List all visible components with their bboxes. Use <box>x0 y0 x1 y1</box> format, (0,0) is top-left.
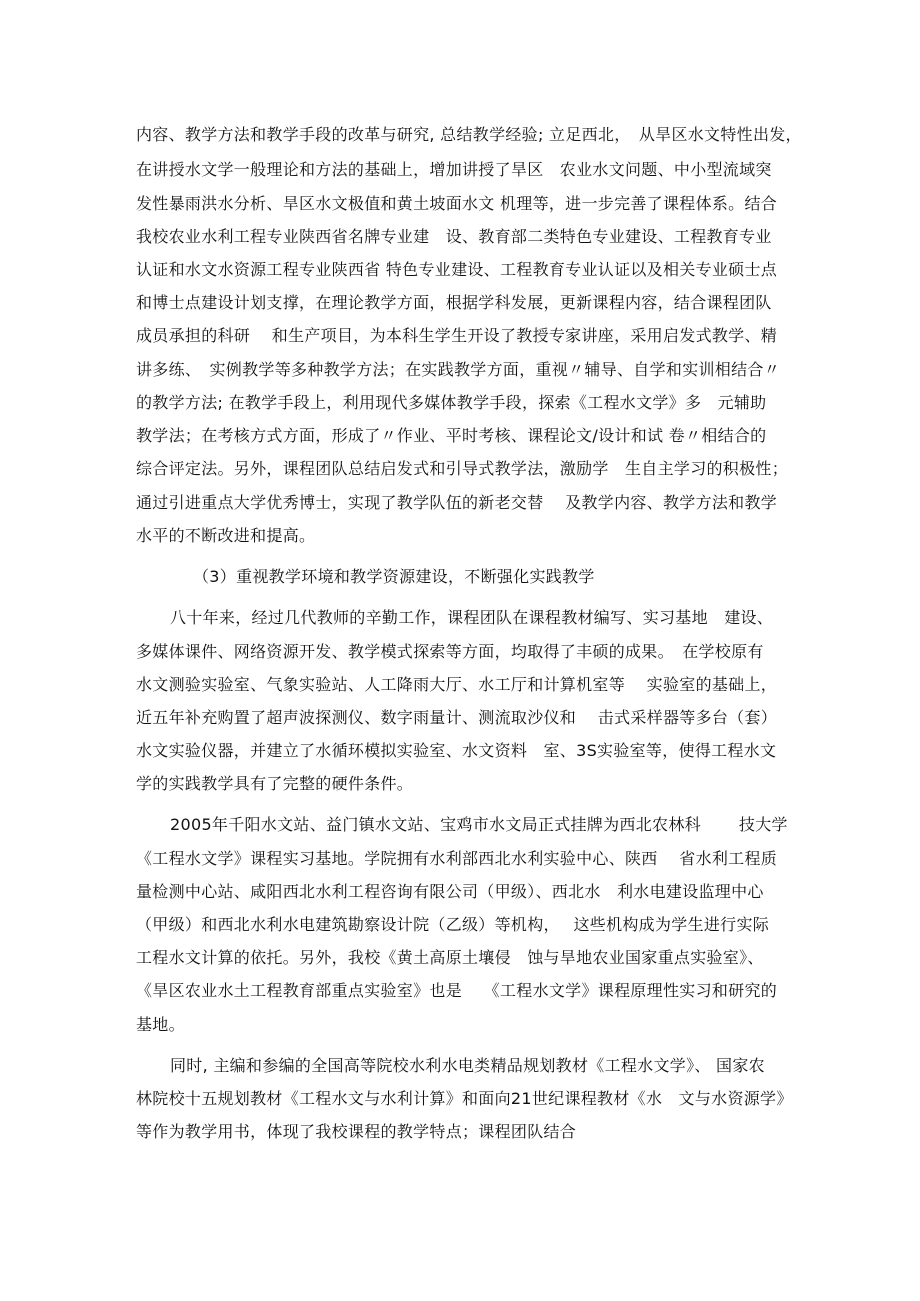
text-line: 量检测中心站、咸阳西北水利工程咨询有限公司（甲级）、西北水 利水电建设监理中心 <box>136 882 764 901</box>
text-line: 水文测验实验室、气象实验站、人工降雨大厅、水工厅和计算机室等 实验室的基础上， <box>136 675 778 694</box>
text-line: （甲级）和西北水利水电建筑勘察设计院（乙级）等机构， 这些机构成为学生进行实际 <box>136 915 770 934</box>
text-line: 《旱区农业水土工程教育部重点实验室》也是 《工程水文学》课程原理性实习和研究的 <box>136 981 778 1000</box>
section-heading: （3）重视教学环境和教学资源建设，不断强化实践教学 <box>193 567 595 586</box>
text-line: 林院校十五规划教材《工程水文与水利计算》和面向21世纪课程教材《水 文与水资源学》 <box>136 1089 793 1108</box>
text-line: 八十年来，经过几代教师的辛勤工作，课程团队在课程教材编写、实习基地 建设、 <box>170 608 774 627</box>
text-line: 讲多练、 实例教学等多种教学方法；在实践教学方面，重视〃辅导、自学和实训相结合〃 <box>136 360 781 379</box>
text-line: 和博士点建设计划支撑，在理论教学方面，根据学科发展，更新课程内容，结合课程团队 <box>136 293 772 312</box>
text-line: 等作为教学用书，体现了我校课程的教学特点；课程团队结合 <box>136 1122 577 1141</box>
text-line: 内容、教学方法和教学手段的改革与研究, 总结教学经验; 立足西北， 从旱区水文特性出发， <box>136 125 802 144</box>
text-line: 近五年补充购置了超声波探测仪、数字雨量计、测流取沙仪和 击式采样器等多台（套） <box>136 708 778 727</box>
text-line: 同时, 主编和参编的全国高等院校水利水电类精品规划教材《工程水文学》、 国家农 <box>170 1056 765 1075</box>
text-line: 水平的不断改进和提高。 <box>136 526 316 545</box>
text-line: 通过引进重点大学优秀博士，实现了教学队伍的新老交替 及教学内容、教学方法和教学 <box>136 493 778 512</box>
text-line: 工程水文计算的依托。另外，我校《黄土高原土壤侵 蚀与旱地农业国家重点实验室》、 <box>136 948 764 967</box>
text-line: 教学法；在考核方式方面，形成了〃作业、平时考核、课程论文/设计和试 卷〃相结合的 <box>136 426 767 445</box>
text-line: 基地。 <box>136 1015 185 1034</box>
text-line: 2005年千阳水文站、益门镇水文站、宝鸡市水文局正式挂牌为西北农林科 技大学 <box>170 815 788 834</box>
text-line: 综合评定法。另外，课程团队总结启发式和引导式教学法，激励学 生自主学习的积极性； <box>136 459 789 478</box>
text-line: 发性暴雨洪水分析、旱区水文极值和黄土坡面水文 机理等，进一步完善了课程体系。结合 <box>136 194 778 213</box>
text-line: 《工程水文学》课程实习基地。学院拥有水利部西北水利实验中心、陕西 省水利工程质 <box>136 849 778 868</box>
text-line: 学的实践教学具有了完整的硬件条件。 <box>136 774 414 793</box>
text-line: 多媒体课件、网络资源开发、教学模式探索等方面，均取得了丰硕的成果。 在学校原有 <box>136 642 764 661</box>
text-line: 的教学方法; 在教学手段上，利用现代多媒体教学手段，探索《工程水文学》多 元辅助 <box>136 393 767 412</box>
text-line: 认证和水文水资源工程专业陕西省 特色专业建设、工程教育专业认证以及相关专业硕士点 <box>136 260 778 279</box>
text-line: 水文实验仪器，并建立了水循环模拟实验室、水文资料 室、3S实验室等，使得工程水文 <box>136 741 777 760</box>
text-line: 我校农业水利工程专业陕西省名牌专业建 设、教育部二类特色专业建设、工程教育专业 <box>136 227 772 246</box>
text-line: 在讲授水文学一般理论和方法的基础上，增加讲授了旱区 农业水文问题、中小型流域突 <box>136 160 772 179</box>
text-line: 成员承担的科研 和生产项目，为本科生学生开设了教授专家讲座，采用启发式教学、精 <box>136 326 778 345</box>
